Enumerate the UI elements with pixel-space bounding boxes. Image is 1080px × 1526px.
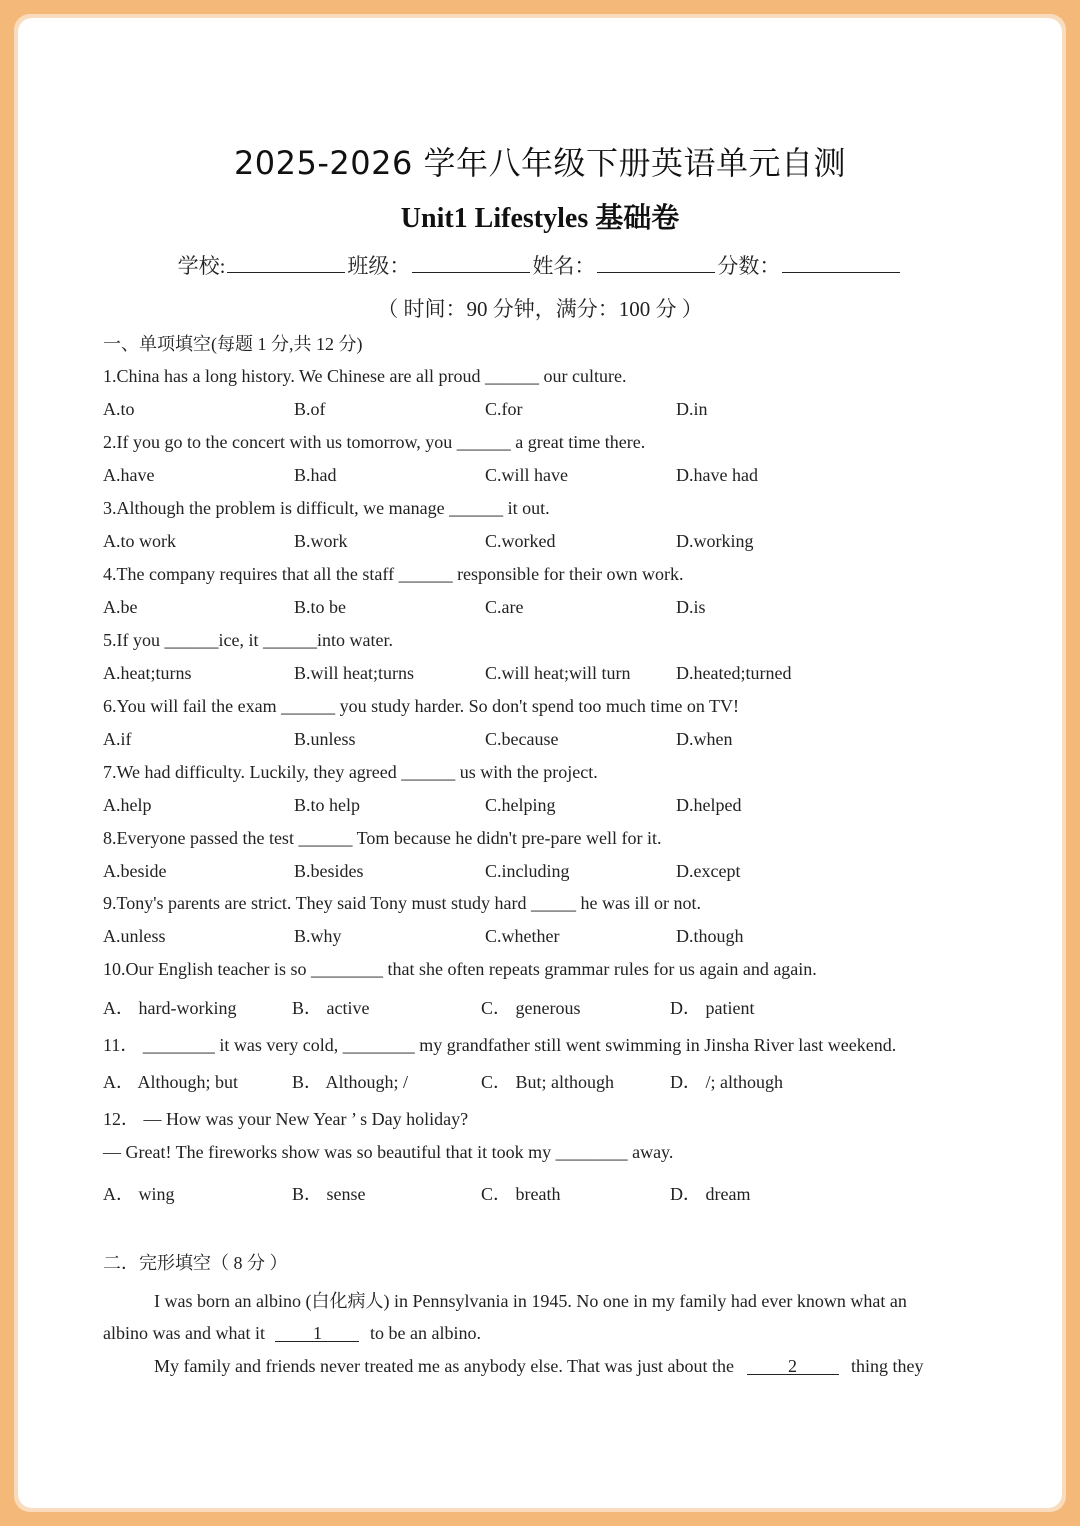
answer-option[interactable]: D.heated;turned [676, 663, 792, 683]
class-label: 班级： [347, 254, 411, 278]
answer-option[interactable]: A.if [103, 729, 132, 749]
question-stem: 4.The company requires that all the staff ______ responsible for their own work. [103, 564, 684, 584]
passage-line [103, 1323, 481, 1344]
answer-option[interactable]: A． wing [103, 1184, 175, 1204]
answer-option[interactable]: D.when [676, 729, 733, 749]
answer-option[interactable]: B.of [294, 399, 326, 419]
answer-option[interactable]: A.to work [103, 531, 176, 551]
question-stem: — Great! The fireworks show was so beautiful that it took my ________ away. [103, 1142, 674, 1162]
question-stem: 5.If you ______ice, it ______into water. [103, 630, 393, 650]
answer-option[interactable]: D.in [676, 399, 708, 419]
answer-option[interactable]: B.to help [294, 795, 360, 815]
answer-option[interactable]: B.will heat;turns [294, 663, 414, 683]
answer-option[interactable]: C.worked [485, 531, 556, 551]
exam-title: 2025-2026 学年八年级下册英语单元自测 [233, 144, 847, 182]
answer-option[interactable]: D.though [676, 926, 744, 946]
question-stem: 9.Tony's parents are strict. They said Tony must study hard _____ he was ill or not. [103, 893, 701, 913]
question-stem: 3.Although the problem is difficult, we manage ______ it out. [103, 498, 550, 518]
passage-text: My family and friends never treated me as anybody else. That was just about the [154, 1356, 734, 1376]
question-stem: 10.Our English teacher is so ________ that she often repeats grammar rules for us again and again. [103, 959, 817, 979]
exam-subtitle: Unit1 Lifestyles 基础卷 [400, 203, 680, 234]
answer-option[interactable]: C． generous [481, 998, 581, 1018]
answer-option[interactable]: A.to [103, 399, 135, 419]
answer-option[interactable]: A.help [103, 795, 152, 815]
answer-option[interactable]: C.for [485, 399, 523, 419]
answer-option[interactable]: D.helped [676, 795, 742, 815]
answer-option[interactable]: A.heat;turns [103, 663, 192, 683]
answer-option[interactable]: C.including [485, 861, 570, 881]
answer-option[interactable]: D.is [676, 597, 706, 617]
passage-text: to be an albino. [369, 1323, 481, 1343]
section2-heading: 二．完形填空（ 8 分 ） [103, 1253, 288, 1273]
name-blank[interactable] [597, 252, 715, 273]
question-stem: 7.We had difficulty. Luckily, they agreed ______ us with the project. [103, 762, 598, 782]
answer-option[interactable]: C.helping [485, 795, 556, 815]
question-stem: 12． — How was your New Year ’ s Day holiday? [103, 1109, 469, 1129]
answer-option[interactable]: A． Although; but [103, 1072, 239, 1092]
answer-option[interactable]: D.working [676, 531, 754, 551]
passage-text: thing they [851, 1356, 924, 1376]
school-blank[interactable] [227, 252, 345, 273]
answer-option[interactable]: B.unless [294, 729, 356, 749]
answer-option[interactable]: B． Although; / [292, 1072, 409, 1092]
answer-option[interactable]: B.besides [294, 861, 364, 881]
cloze-blank-1[interactable]: 1 [275, 1323, 359, 1342]
answer-option[interactable]: B.had [294, 465, 337, 485]
answer-option[interactable]: C． breath [481, 1184, 561, 1204]
answer-option[interactable]: A.unless [103, 926, 166, 946]
answer-option[interactable]: C.whether [485, 926, 560, 946]
section1-heading: 一、单项填空(每题 1 分,共 12 分) [103, 334, 363, 354]
answer-option[interactable]: B.to be [294, 597, 346, 617]
answer-option[interactable]: B.why [294, 926, 342, 946]
answer-option[interactable]: C.because [485, 729, 559, 749]
answer-option[interactable]: A.have [103, 465, 155, 485]
answer-option[interactable]: C.will have [485, 465, 568, 485]
name-label: 姓名： [532, 254, 596, 278]
passage-line: I was born an albino (白化病人) in Pennsylvania in 1945. No one in my family had ever known what an [154, 1291, 907, 1311]
question-stem: 8.Everyone passed the test ______ Tom because he didn't pre-pare well for it. [103, 828, 662, 848]
answer-option[interactable]: D． dream [670, 1184, 751, 1204]
score-blank[interactable] [782, 252, 900, 273]
passage-line [154, 1356, 924, 1377]
question-stem: 2.If you go to the concert with us tomorrow, you ______ a great time there. [103, 432, 646, 452]
answer-option[interactable]: B． active [292, 998, 370, 1018]
answer-option[interactable]: B． sense [292, 1184, 366, 1204]
answer-option[interactable]: C． But; although [481, 1072, 615, 1092]
cloze-blank-2[interactable]: 2 [747, 1356, 839, 1375]
answer-option[interactable]: D.have had [676, 465, 758, 485]
answer-option[interactable]: D． patient [670, 998, 755, 1018]
question-stem: 1.China has a long history. We Chinese are all proud ______ our culture. [103, 366, 627, 386]
passage-text: albino was and what it [103, 1323, 265, 1343]
student-info-row [0, 250, 1080, 280]
school-label: 学校: [177, 254, 226, 278]
answer-option[interactable]: A.beside [103, 861, 167, 881]
score-label: 分数： [717, 254, 781, 278]
answer-option[interactable]: B.work [294, 531, 348, 551]
answer-option[interactable]: C.will heat;will turn [485, 663, 631, 683]
question-stem: 11． ________ it was very cold, ________ my grandfather still went swimming in Jinsha River last weekend. [103, 1035, 897, 1055]
answer-option[interactable]: A． hard-working [103, 998, 237, 1018]
answer-option[interactable]: D． /; although [670, 1072, 783, 1092]
answer-option[interactable]: A.be [103, 597, 138, 617]
time-info: （ 时间：90 分钟，满分：100 分 ） [377, 297, 703, 321]
answer-option[interactable]: C.are [485, 597, 524, 617]
answer-option[interactable]: D.except [676, 861, 741, 881]
question-stem: 6.You will fail the exam ______ you study harder. So don't spend too much time on TV! [103, 696, 740, 716]
class-blank[interactable] [412, 252, 530, 273]
